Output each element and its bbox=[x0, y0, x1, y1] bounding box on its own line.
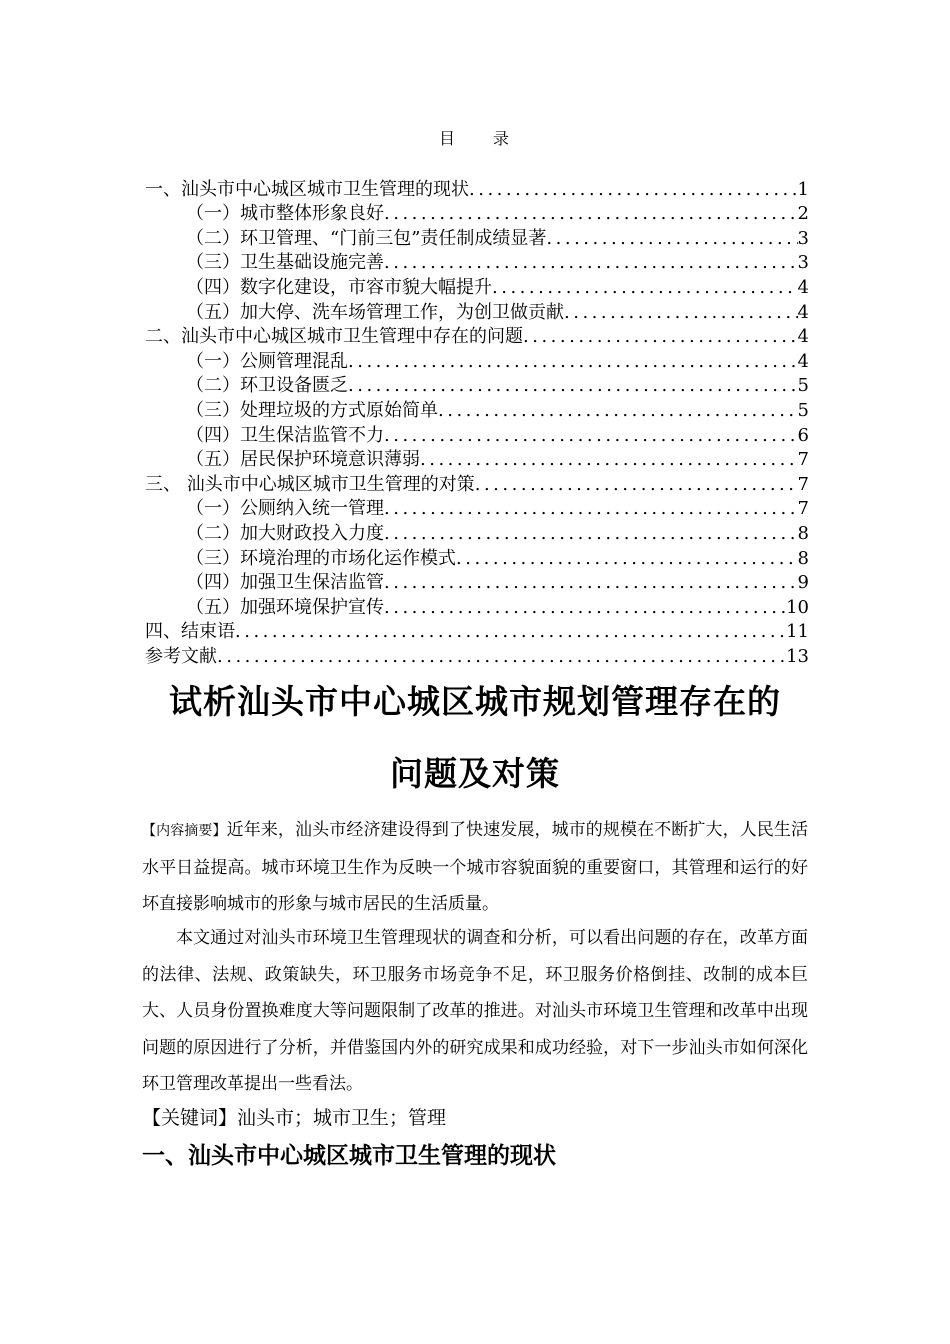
toc-leader-dots bbox=[384, 425, 798, 447]
toc-entry-page: 8 bbox=[797, 522, 809, 544]
toc-entry-label: 二、汕头市中心城区城市卫生管理中存在的问题 bbox=[145, 326, 523, 348]
toc-entry[interactable] bbox=[145, 324, 809, 349]
toc-entry-page: 4 bbox=[797, 326, 809, 348]
toc-entry[interactable] bbox=[145, 594, 809, 619]
toc-entry-page: 10 bbox=[786, 596, 809, 618]
toc-entry-label: （五）居民保护环境意识薄弱 bbox=[186, 449, 420, 471]
toc-entry-label: （二）环卫管理、“门前三包”责任制成绩显著 bbox=[186, 227, 547, 249]
toc-leader-dots bbox=[438, 400, 798, 422]
toc-leader-dots bbox=[564, 302, 798, 324]
toc-leader-dots bbox=[348, 351, 798, 373]
toc-entry-label: （四）加强卫生保洁监管 bbox=[186, 572, 384, 594]
toc-entry-page: 3 bbox=[797, 252, 809, 274]
toc-entry-label: （二）加大财政投入力度 bbox=[186, 522, 384, 544]
toc-entry-label: （四）数字化建设，市容市貌大幅提升 bbox=[186, 276, 492, 298]
toc-entry[interactable] bbox=[145, 643, 809, 668]
toc-leader-dots bbox=[384, 203, 798, 225]
toc-leader-dots bbox=[469, 179, 798, 201]
toc-entry[interactable] bbox=[145, 299, 809, 324]
toc-entry-label: （三）处理垃圾的方式原始简单 bbox=[186, 399, 438, 421]
toc-leader-dots bbox=[492, 277, 798, 299]
toc-leader-dots bbox=[235, 621, 786, 643]
paper-title-line1: 试析汕头市中心城区城市规划管理存在的 bbox=[169, 682, 781, 721]
toc-leader-dots bbox=[384, 597, 786, 619]
toc-leader-dots bbox=[523, 326, 798, 348]
toc-leader-dots bbox=[384, 572, 798, 594]
toc-entry[interactable] bbox=[145, 397, 809, 422]
toc-title-left: 目 bbox=[438, 129, 457, 148]
toc-entry-page: 5 bbox=[797, 399, 809, 421]
toc-entry-page: 5 bbox=[797, 375, 809, 397]
toc-entry[interactable] bbox=[145, 348, 809, 373]
toc-entry-page: 4 bbox=[797, 301, 809, 323]
toc-leader-dots bbox=[546, 228, 797, 250]
toc-entry-page: 7 bbox=[797, 449, 809, 471]
section-heading-1: 一、汕头市中心城区城市卫生管理的现状 bbox=[142, 1143, 556, 1169]
toc-entry[interactable] bbox=[145, 619, 809, 644]
keywords-tag: 【关键词】 bbox=[142, 1107, 238, 1129]
abstract-text: 近年来，汕头市经济建设得到了快速发展，城市的规模在不断扩大，人民生活水平日益提高。城市环境卫生作为反映一个城市容貌面貌的重要窗口，其管理和运行的好坏直接影响城市的形象与城市居民的生活质量。 bbox=[142, 820, 809, 914]
toc-entry-page: 7 bbox=[797, 498, 809, 520]
keywords-line bbox=[142, 1100, 446, 1136]
abstract-tag: 【内容摘要】 bbox=[142, 823, 227, 839]
toc-entry[interactable] bbox=[145, 274, 809, 299]
toc-entry-label: （一）公厕管理混乱 bbox=[186, 350, 348, 372]
toc-entry-page: 4 bbox=[797, 276, 809, 298]
toc-entry-label: 三、 汕头市中心城区城市卫生管理的对策 bbox=[145, 473, 475, 495]
toc-entry-label: 四、结束语 bbox=[145, 621, 235, 643]
toc-entry-page: 7 bbox=[797, 473, 809, 495]
toc-entry[interactable] bbox=[145, 570, 809, 595]
toc-entry-label: （五）加强环境保护宣传 bbox=[186, 596, 384, 618]
toc-leader-dots bbox=[384, 523, 798, 545]
toc-entry-label: 参考文献 bbox=[145, 645, 217, 667]
paper-title-line2: 问题及对策 bbox=[390, 754, 560, 793]
toc-leader-dots bbox=[475, 474, 798, 496]
toc-entry-label: （四）卫生保洁监管不力 bbox=[186, 424, 384, 446]
toc-title-right: 录 bbox=[493, 129, 512, 148]
toc-entry[interactable] bbox=[145, 176, 809, 201]
abstract-paragraph bbox=[142, 812, 808, 923]
toc-entry-page: 6 bbox=[797, 424, 809, 446]
toc-entry-label: （一）城市整体形象良好 bbox=[186, 203, 384, 225]
toc-leader-dots bbox=[384, 498, 798, 520]
toc-entry[interactable] bbox=[145, 496, 809, 521]
toc-entry-label: 一、汕头市中心城区城市卫生管理的现状 bbox=[145, 178, 469, 200]
toc-title bbox=[0, 126, 950, 149]
toc-leader-dots bbox=[348, 375, 798, 397]
toc-entry-page: 13 bbox=[786, 645, 809, 667]
toc-entry[interactable] bbox=[145, 250, 809, 275]
toc-entry-page: 1 bbox=[797, 178, 809, 200]
toc-entry-label: （一）公厕纳入统一管理 bbox=[186, 498, 384, 520]
toc-entry-page: 4 bbox=[797, 350, 809, 372]
table-of-contents bbox=[145, 176, 809, 668]
toc-leader-dots bbox=[420, 449, 798, 471]
toc-entry-page: 11 bbox=[786, 621, 809, 643]
toc-entry-label: （三）卫生基础设施完善 bbox=[186, 252, 384, 274]
toc-entry[interactable] bbox=[145, 545, 809, 570]
toc-entry-page: 3 bbox=[797, 227, 809, 249]
toc-entry-page: 9 bbox=[797, 572, 809, 594]
toc-entry[interactable] bbox=[145, 225, 809, 250]
toc-entry[interactable] bbox=[145, 520, 809, 545]
body-paragraph: 本文通过对汕头市环境卫生管理现状的调查和分析，可以看出问题的存在，改革方面的法律、法规、政策缺失，环卫服务市场竞争不足，环卫服务价格倒挂、改制的成本巨大、人员身份置换难度大等问题限制了改革的推进。对汕头市环境卫生管理和改革中出现问题的原因进行了分析，并借鉴国内外的研究成果和成功经验，对下一步汕头市如何深化环卫管理改革提出一些看法。 bbox=[142, 928, 808, 1094]
toc-entry-label: （五）加大停、洗车场管理工作，为创卫做贡献 bbox=[186, 301, 564, 323]
toc-entry-page: 2 bbox=[797, 203, 809, 225]
toc-entry[interactable] bbox=[145, 201, 809, 226]
toc-entry[interactable] bbox=[145, 447, 809, 472]
toc-leader-dots bbox=[456, 548, 798, 570]
toc-entry-label: （二）环卫设备匮乏 bbox=[186, 375, 348, 397]
toc-entry[interactable] bbox=[145, 422, 809, 447]
keywords-text: 汕头市；城市卫生；管理 bbox=[237, 1107, 447, 1129]
toc-entry-label: （三）环境治理的市场化运作模式 bbox=[186, 547, 456, 569]
toc-entry-page: 8 bbox=[797, 547, 809, 569]
toc-leader-dots bbox=[384, 252, 798, 274]
toc-leader-dots bbox=[217, 646, 786, 668]
toc-entry[interactable] bbox=[145, 373, 809, 398]
toc-entry[interactable] bbox=[145, 471, 809, 496]
